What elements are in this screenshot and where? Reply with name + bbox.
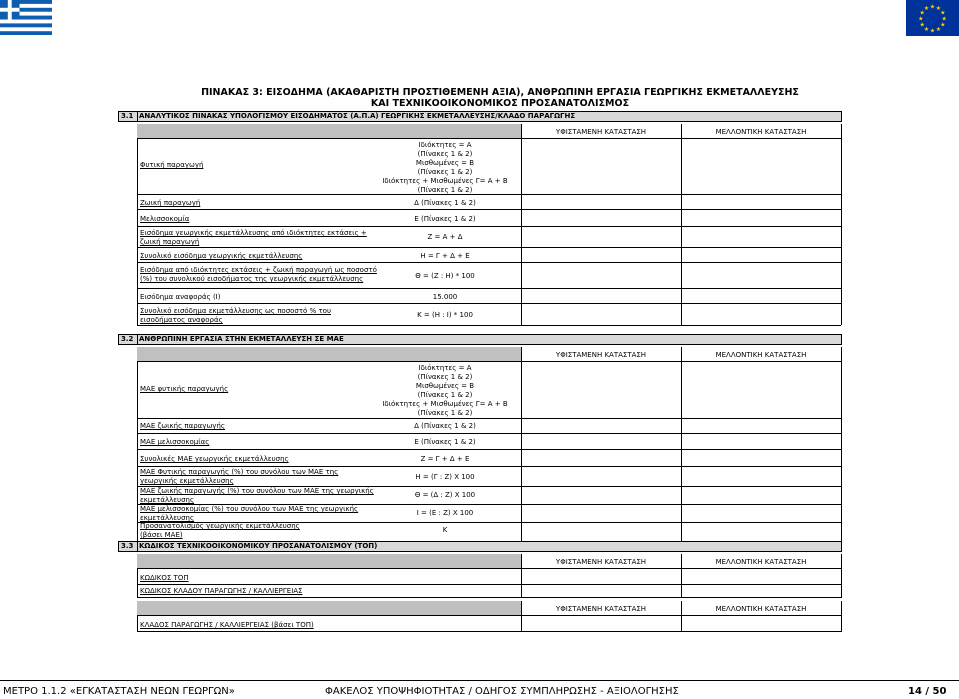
beekeeping-label: Μελισσοκομία: [140, 215, 190, 223]
mae-bee-pct-formula: Ι = (Ε : Ζ) Χ 100: [416, 509, 474, 517]
table-line: [521, 554, 522, 598]
table-line: [137, 584, 841, 585]
table-line: [137, 568, 841, 569]
divider: [137, 111, 138, 122]
mae-animal-pct-label-2: εκμετάλλευσης: [140, 496, 195, 504]
income-ref-pct-label-2: εισοδήματος αναφοράς: [140, 316, 223, 324]
orientation-label-2: (βάσει ΜΑΕ): [140, 531, 183, 539]
shaded-area: [137, 347, 521, 361]
income-owned-formula: Ζ = Α + Δ: [427, 233, 463, 241]
mae-animal-formula: Δ (Πίνακες 1 & 2): [414, 422, 476, 430]
top-code-label: ΚΩΔΙΚΟΣ ΤΟΠ: [140, 574, 189, 582]
total-income-formula: Η = Γ + Δ + Ε: [420, 252, 470, 260]
col-current-3-3: ΥΦΙΣΤΑΜΕΝΗ ΚΑΤΑΣΤΑΣΗ: [555, 558, 647, 566]
table-line: [137, 247, 841, 248]
animal-production-label: Ζωική παραγωγή: [140, 199, 201, 207]
mae-plant-pct-label-2: γεωργικής εκμετάλλευσης: [140, 477, 234, 485]
svg-text:★: ★: [929, 3, 936, 11]
table-line: [841, 601, 842, 632]
table-line: [137, 262, 841, 263]
table-line: [137, 568, 138, 598]
beekeeping-formula: Ε (Πίνακες 1 & 2): [414, 215, 476, 223]
reference-income-value: 15.000: [432, 293, 458, 301]
plant-formula-3: Μισθωμένες = Β: [415, 159, 475, 167]
plant-formula-2: (Πίνακες 1 & 2): [417, 150, 473, 158]
col-future-3-2: ΜΕΛΛΟΝΤΙΚΗ ΚΑΤΑΣΤΑΣΗ: [715, 351, 807, 359]
mae-plant-formula-2: (Πίνακες 1 & 2): [417, 373, 473, 381]
table-line: [841, 124, 842, 325]
section-3-3-number: 3.3: [121, 542, 134, 550]
footer-rule: [0, 680, 959, 681]
plant-formula-4: (Πίνακες 1 & 2): [417, 168, 473, 176]
table-line: [681, 601, 682, 632]
shaded-area: [137, 554, 521, 568]
mae-total-formula: Ζ = Γ + Δ + Ε: [420, 455, 470, 463]
plant-formula-5: Ιδιόκτητες + Μισθωμένες Γ= Α + Β: [382, 177, 508, 185]
sector-code-label: ΚΩΔΙΚΟΣ ΚΛΑΔΟΥ ΠΑΡΑΓΩΓΗΣ / ΚΑΛΛΙΕΡΓΕΙΑΣ: [140, 587, 303, 595]
mae-plant-formula-4: (Πίνακες 1 & 2): [417, 391, 473, 399]
svg-text:★: ★: [940, 9, 946, 17]
table-line: [521, 124, 522, 325]
mae-plant-formula-5: Ιδιόκτητες + Μισθωμένες Γ= Α + Β: [382, 400, 508, 408]
table-line: [137, 418, 841, 419]
mae-plant-pct-label-1: ΜΑΕ Φυτικής παραγωγής (%) του συνόλου των ΜΑΕ της: [140, 468, 339, 476]
table-line: [681, 124, 682, 325]
table-line: [841, 554, 842, 598]
mae-animal-pct-label-1: ΜΑΕ ζωικής παραγωγής (%) του συνόλου των ΜΑΕ της γεωργικής: [140, 487, 374, 495]
plant-formula-1: Ιδιόκτητες = Α: [418, 141, 472, 149]
svg-text:★: ★: [923, 26, 930, 33]
mae-bee-pct-label-1: ΜΑΕ μελισσοκομίας (%) του συνόλου των ΜΑΕ της γεωργικής: [140, 505, 359, 513]
section-3-1-number: 3.1: [121, 112, 134, 120]
reference-income-label: Εισόδημα αναφοράς (Ι): [140, 293, 221, 301]
mae-beekeeping-formula: Ε (Πίνακες 1 & 2): [414, 438, 476, 446]
table-line: [137, 194, 841, 195]
table-line: [137, 466, 841, 467]
mae-plant-formula-6: (Πίνακες 1 & 2): [417, 409, 473, 417]
table-line: [137, 631, 841, 632]
col-current-3-2: ΥΦΙΣΤΑΜΕΝΗ ΚΑΤΑΣΤΑΣΗ: [555, 351, 647, 359]
mae-animal-pct-formula: Θ = (Δ : Ζ) Χ 100: [414, 491, 476, 499]
svg-text:★: ★: [940, 21, 946, 29]
svg-text:★: ★: [929, 27, 936, 35]
section-3-2-number: 3.2: [121, 335, 134, 343]
footer-page-number: 14 / 50: [908, 686, 947, 697]
section-3-1-title: ΑΝΑΛΥΤΙΚΟΣ ΠΙΝΑΚΑΣ ΥΠΟΛΟΓΙΣΜΟΥ ΕΙΣΟΔΗΜΑΤΟΣ (Α.Π.Α) ΓΕΩΡΓΙΚΗΣ ΕΚΜΕΤΑΛΛΕΥΣΗΣ/ΚΛΑΔΟ ΠΑΡΑΓΩΓΗΣ: [139, 112, 576, 120]
mae-plant-label: ΜΑΕ φυτικής παραγωγής: [140, 385, 229, 393]
mae-plant-formula-1: Ιδιόκτητες = Α: [418, 364, 472, 372]
plant-formula-6: (Πίνακες 1 & 2): [417, 186, 473, 194]
col-future-3-3: ΜΕΛΛΟΝΤΙΚΗ ΚΑΤΑΣΤΑΣΗ: [715, 558, 807, 566]
table-line: [137, 615, 841, 616]
table-line: [137, 361, 138, 541]
mae-animal-label: ΜΑΕ ζωικής παραγωγής: [140, 422, 225, 430]
income-pct-formula: Θ = (Ζ : Η) * 100: [415, 272, 475, 280]
income-ref-pct-formula: Κ = (Η : Ι) * 100: [417, 311, 473, 319]
table-line: [681, 347, 682, 541]
svg-text:★: ★: [935, 5, 942, 12]
mae-plant-pct-formula: Η = (Γ : Ζ) Χ 100: [415, 473, 475, 481]
table-line: [681, 554, 682, 598]
mae-total-label: Συνολικές ΜΑΕ γεωργικής εκμετάλλευσης: [140, 455, 289, 463]
income-ref-pct-label-1: Συνολικό εισόδημα εκμετάλλευσης ως ποσοστό % του: [140, 307, 331, 315]
svg-text:★: ★: [919, 9, 925, 17]
table-line: [137, 615, 138, 632]
table-line: [137, 288, 841, 289]
shaded-area: [137, 124, 521, 138]
plant-production-label: Φυτική παραγωγή: [140, 161, 204, 169]
table-line: [137, 209, 841, 210]
income-pct-label-2: (%) του συνολικού εισοδήματος της γεωργικής εκμετάλλευσης: [140, 275, 364, 283]
col-current-3-1: ΥΦΙΣΤΑΜΕΝΗ ΚΑΤΑΣΤΑΣΗ: [555, 128, 647, 136]
mae-beekeeping-label: ΜΑΕ μελισσοκομίας: [140, 438, 210, 446]
income-owned-label-2: ζωική παραγωγή: [140, 238, 200, 246]
table-line: [137, 325, 841, 326]
section-3-3-title: ΚΩΔΙΚΟΣ ΤΕΧΝΙΚΟΟΙΚΟΝΟΜΙΚΟΥ ΠΡΟΣΑΝΑΤΟΛΙΣΜΟΥ (ΤΟΠ): [139, 542, 378, 550]
shaded-area: [137, 601, 521, 615]
col-future-3-1: ΜΕΛΛΟΝΤΙΚΗ ΚΑΤΑΣΤΑΣΗ: [715, 128, 807, 136]
table-line: [137, 433, 841, 434]
total-income-label: Συνολικό εισόδημα γεωργικής εκμετάλλευσης: [140, 252, 303, 260]
sector-basis-label: ΚΛΑΔΟΣ ΠΑΡΑΓΩΓΗΣ / ΚΑΛΛΙΕΡΓΕΙΑΣ (βάσει ΤΟΠ): [140, 621, 314, 629]
svg-text:★: ★: [935, 26, 942, 33]
animal-formula: Δ (Πίνακες 1 & 2): [414, 199, 476, 207]
svg-text:★: ★: [919, 21, 925, 29]
footer-measure: ΜΕΤΡΟ 1.1.2 «ΕΓΚΑΤΑΣΤΑΣΗ ΝΕΩΝ ΓΕΩΡΓΩΝ»: [3, 686, 235, 697]
eu-flag: [906, 0, 959, 36]
table-line: [137, 361, 841, 362]
svg-text:★: ★: [918, 15, 924, 23]
income-owned-label-1: Εισόδημα γεωργικής εκμετάλλευσης από ιδιόκτητες εκτάσεις +: [140, 229, 367, 237]
col-future-3-3b: ΜΕΛΛΟΝΤΙΚΗ ΚΑΤΑΣΤΑΣΗ: [715, 605, 807, 613]
table-line: [521, 601, 522, 632]
table-line: [137, 597, 841, 598]
table-line: [841, 347, 842, 541]
orientation-formula: Κ: [442, 526, 448, 534]
table-line: [137, 138, 138, 325]
table-title-line2: ΚΑΙ ΤΕΧΝΙΚΟΟΙΚΟΝΟΜΙΚΟΣ ΠΡΟΣΑΝΑΤΟΛΙΣΜΟΣ: [370, 98, 630, 109]
footer-document: ΦΑΚΕΛΟΣ ΥΠΟΨΗΦΙΟΤΗΤΑΣ / ΟΔΗΓΟΣ ΣΥΜΠΛΗΡΩΣΗΣ - ΑΞΙΟΛΟΓΗΣΗΣ: [325, 686, 679, 697]
table-line: [137, 303, 841, 304]
mae-plant-formula-3: Μισθωμένες = Β: [415, 382, 475, 390]
table-line: [137, 449, 841, 450]
svg-text:★: ★: [941, 15, 947, 23]
table-line: [137, 138, 841, 139]
income-pct-label-1: Εισόδημα από ιδιόκτητες εκτάσεις + ζωική παραγωγή ως ποσοστό: [140, 266, 377, 274]
divider: [137, 334, 138, 345]
col-current-3-3b: ΥΦΙΣΤΑΜΕΝΗ ΚΑΤΑΣΤΑΣΗ: [555, 605, 647, 613]
table-title-line1: ΠΙΝΑΚΑΣ 3: ΕΙΣΟΔΗΜΑ (ΑΚΑΘΑΡΙΣΤΗ ΠΡΟΣΤΙΘΕΜΕΝΗ ΑΞΙΑ), ΑΝΘΡΩΠΙΝΗ ΕΡΓΑΣΙΑ ΓΕΩΡΓΙΚΗΣ ΕΚΜΕΤΑΛΛΕΥΣΗΣ: [201, 87, 799, 98]
svg-text:★: ★: [923, 5, 930, 12]
divider: [137, 541, 138, 552]
mae-bee-pct-label-2: εκμετάλλευσης: [140, 514, 195, 522]
section-3-2-title: ΑΝΘΡΩΠΙΝΗ ΕΡΓΑΣΙΑ ΣΤΗΝ ΕΚΜΕΤΑΛΛΕΥΣΗ ΣΕ ΜΑΕ: [139, 335, 344, 343]
table-line: [521, 347, 522, 541]
table-line: [137, 226, 841, 227]
orientation-label-1: Προσανατολισμός γεωργικής εκμετάλλευσης: [140, 522, 300, 530]
greek-flag: [0, 0, 52, 35]
